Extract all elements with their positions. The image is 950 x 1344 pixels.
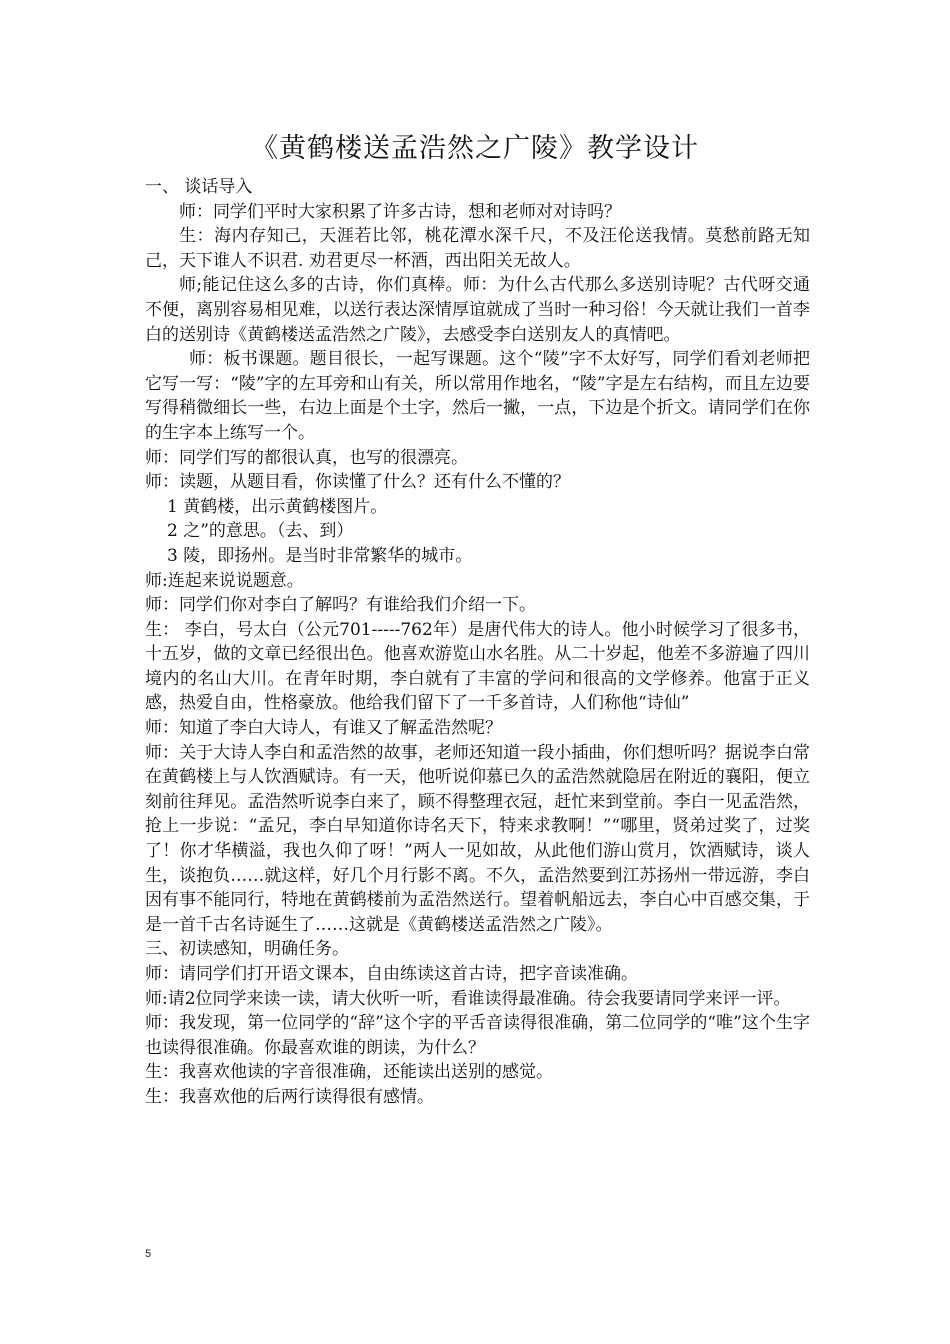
paragraph: 师：同学们你对李白了解吗？有谁给我们介绍一下。 — [145, 595, 536, 616]
paragraph: 师:连起来说说题意。 — [145, 570, 304, 591]
paragraph: 师：我发现，第一位同学的“辞”这个字的平舌音读得很准确，第二位同学的“唯”这个生字也读得很准确。你最喜欢谁的朗读，为什么？ — [145, 1013, 810, 1058]
numbered-item: 2 之”的意思。（去、到） — [167, 521, 354, 542]
paragraph: 师;能记住这么多的古诗，你们真棒。师：为什么古代那么多送别诗呢？古代呀交通不便，离别容易相见难，以送行表达深情厚谊就成了当时一种习俗！今天就让我们一首李白的送别诗《黄鹤楼送孟浩然之广陵》，去感受李白送别友人的真情吧。 — [145, 275, 810, 345]
numbered-item: 3 陵，即扬州。是当时非常繁华的城市。 — [167, 545, 473, 566]
paragraph: 师：读题，从题目看，你读懂了什么？还有什么不懂的？ — [145, 472, 570, 493]
paragraph: 师：关于大诗人李白和孟浩然的故事，老师还知道一段小插曲，你们想听吗？据说李白常在黄鹤楼上与人饮酒赋诗。有一天，他听说仰慕已久的孟浩然就隐居在附近的襄阳，便立刻前往拜见。孟浩然听说李白来了，顾不得整理衣冠，赶忙来到堂前。李白一见孟浩然，抢上一步说：“孟兄，李白早知道你诗名天下，特来求教啊！”“哪里，贤弟过奖了，过奖了！你才华横溢，我也久仰了呀！”两人一见如故，从此他们游山赏月，饮酒赋诗，谈人生，谈抱负……就这样，好几个月行影不离。不久，孟浩然要到江苏扬州一带远游，李白因有事不能同行，特地在黄鹤楼前为孟浩然送行。望着帆船远去，李白心中百感交集，于是一首千古名诗诞生了……这就是《黄鹤楼送孟浩然之广陵》。 — [145, 742, 810, 935]
paragraph: 生：我喜欢他读的字音很准确，还能读出送别的感觉。 — [145, 1062, 553, 1083]
paragraph: 师：同学们写的都很认真，也写的很漂亮。 — [145, 447, 468, 468]
paragraph: 师：同学们平时大家积累了许多古诗，想和老师对对诗吗？ — [179, 201, 621, 222]
page-number: 5 — [145, 1248, 152, 1260]
document-title: 《黄鹤楼送孟浩然之广陵》教学设计 — [251, 133, 699, 164]
paragraph: 师：请同学们打开语文课本，自由练读这首古诗，把字音读准确。 — [145, 964, 638, 984]
paragraph: 生：我喜欢他的后两行读得很有感情。 — [145, 1086, 434, 1107]
paragraph: 师:请2位同学来读一读，请大伙听一听，看谁读得最准确。待会我要请同学来评一评。 — [145, 988, 791, 1009]
section-heading: 一、 谈话导入 — [145, 177, 253, 197]
paragraph: 师：知道了李白大诗人，有谁又了解孟浩然呢？ — [145, 718, 502, 739]
document-body — [145, 175, 810, 1110]
numbered-item: 1 黄鹤楼，出示黄鹤楼图片。 — [167, 496, 388, 517]
paragraph: 生：海内存知己，天涯若比邻，桃花潭水深千尺，不及汪伦送我情。莫愁前路无知己，天下谁人不识君. 劝君更尽一杯酒，西出阳关无故人。 — [145, 226, 810, 271]
paragraph: 生： 李白，号太白（公元701-----762年）是唐代伟大的诗人。他小时候学习了很多书，十五岁，做的文章已经很出色。他喜欢游览山水名胜。从二十岁起，他差不多游遍了四川境内的名山大川。在青年时期，李白就有了丰富的学问和很高的文学修养。他富于正义感，热爱自由，性格豪放。他给我们留下了一千多首诗，人们称他“诗仙” — [145, 619, 810, 714]
paragraph: 师：板书课题。题目很长，一起写课题。这个“陵”字不太好写，同学们看刘老师把它写一写：“陵”字的左耳旁和山有关，所以常用作地名，“陵”字是左右结构，而且左边要写得稍微细长一些，右边上面是个土字，然后一撇，一点，下边是个折文。请同学们在你的生字本上练写一个。 — [145, 349, 810, 443]
section-heading: 三、初读感知，明确任务。 — [145, 939, 349, 960]
